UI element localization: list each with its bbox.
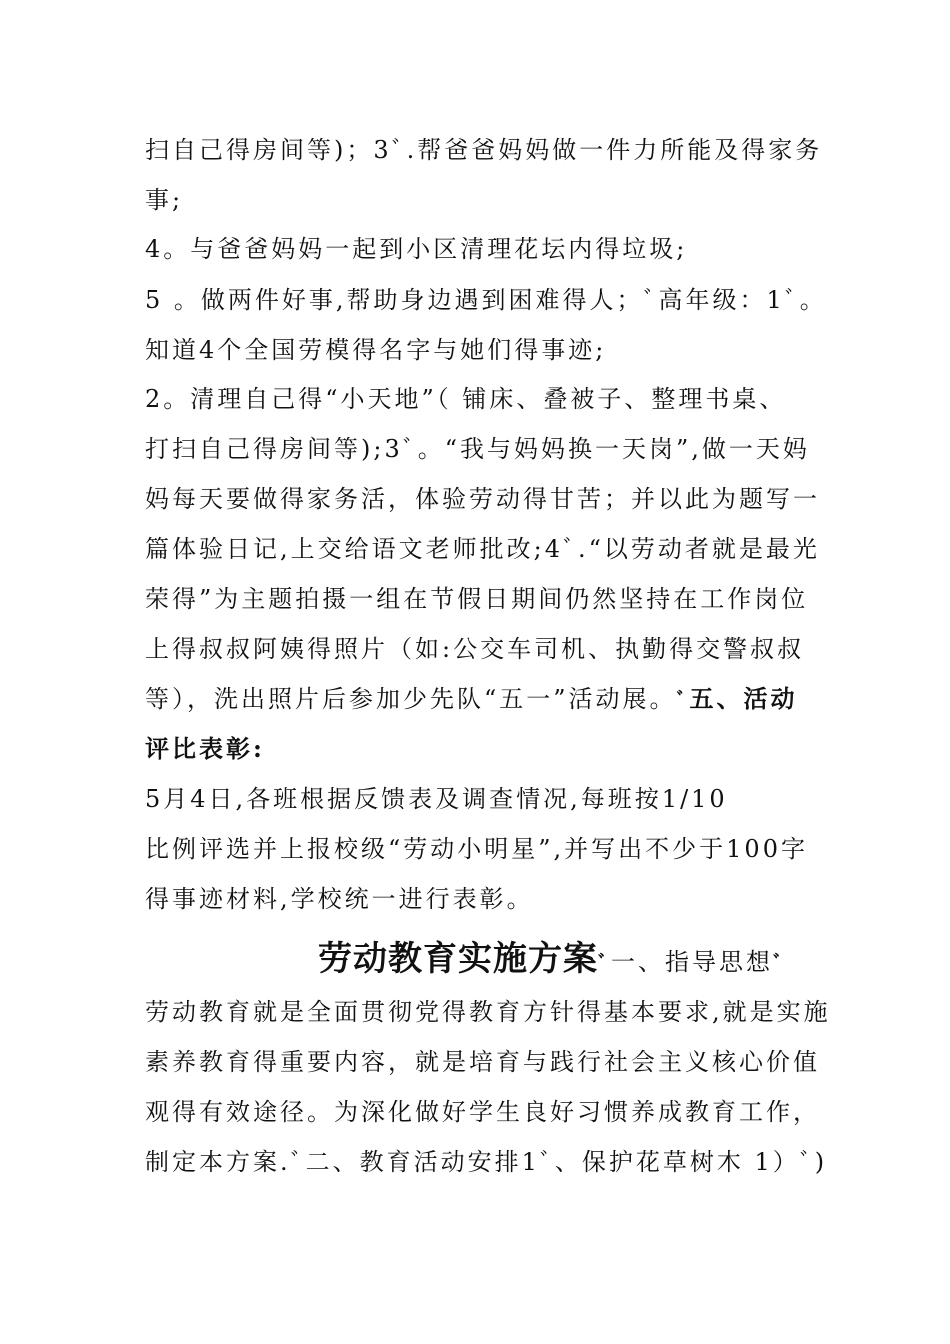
text-line: 上得叔叔阿姨得照片（如:公交车司机、执勤得交警叔叔: [145, 635, 805, 663]
text-line: 事;: [145, 186, 184, 214]
body-line: 素养教育得重要内容，就是培育与践行社会主义核心价值: [145, 1048, 820, 1076]
text-line: 4。与爸爸妈妈一起到小区清理花坛内得垃圾;: [145, 235, 688, 263]
text-line: 打扫自己得房间等);3ﾞ。“我与妈妈换一天岗”,做一天妈: [145, 435, 810, 463]
body-line: 观得有效途径。为深化做好学生良好习惯养成教育工作，: [145, 1098, 820, 1126]
paragraph-line: 比例评选并上报校级“劳动小明星”,并写出不少于100字: [145, 835, 808, 863]
paragraph-line: 得事迹材料,学校统一进行表彰。: [145, 885, 534, 913]
text-line: 篇体验日记,上交给语文老师批改;4ﾞ.“以劳动者就是最光: [145, 535, 820, 563]
page-title: 劳动教育实施方案: [318, 939, 598, 979]
text-line: 2。清理自己得“小天地”（ 铺床、叠被子、整理书桌、: [145, 385, 787, 413]
bullet-glyph-icon: ﾞ: [773, 951, 786, 975]
text-line: 5 。做两件好事,帮助身边遇到困难得人；ﾞ高年级：1ﾞ。: [145, 286, 827, 314]
section-heading: 一、指导思想: [611, 948, 773, 976]
text-line: 荣得”为主题拍摄一组在节假日期间仍然坚持在工作岗位: [145, 585, 809, 613]
body-line: 制定本方案.ﾞ二、教育活动安排1ﾞ、保护花草树木 1）ﾞ): [145, 1148, 828, 1176]
text-line: 扫自己得房间等)；3ﾞ.帮爸爸妈妈做一件力所能及得家务: [145, 136, 823, 164]
text-segment: 等），洗出照片后参加少先队“五一”活动展。: [145, 685, 677, 713]
bullet-glyph-icon: ﾞ: [598, 951, 611, 975]
text-line: 知道4个全国劳模得名字与她们得事迹;: [145, 336, 607, 364]
paragraph-line: 5月4日,各班根据反馈表及调查情况,每班按1/10: [145, 785, 728, 813]
title-line: [318, 939, 818, 980]
section-heading-cont: 评比表彰:: [145, 734, 265, 763]
text-line: [145, 682, 810, 717]
body-line: 劳动教育就是全面贯彻党得教育方针得基本要求,就是实施: [145, 998, 831, 1026]
text-line: 妈每天要做得家务活，体验劳动得甘苦；并以此为题写一: [145, 485, 820, 513]
section-heading: 五、活动: [689, 684, 798, 713]
bullet-glyph-icon: ﾞ: [676, 688, 690, 712]
